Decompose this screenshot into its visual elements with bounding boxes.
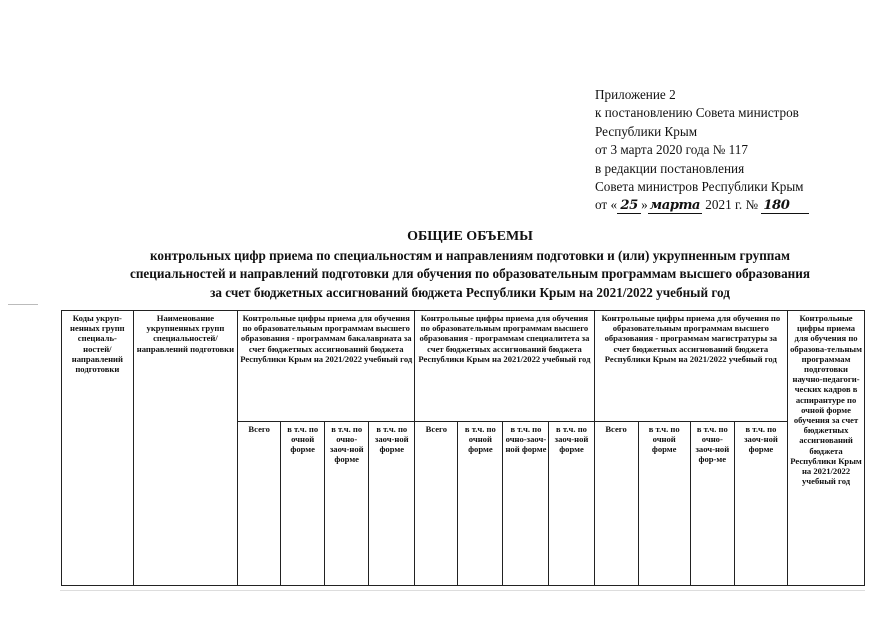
header-specialist: Контрольные цифры приема для обучения по образовательным программам высшего образования - программам специалитета за счет бюджетных ассигнований бюджета Республики Крым на 2021/2022 учебный год — [415, 311, 594, 422]
handwritten-day: 25 — [617, 198, 641, 214]
subheader-correspondence: в т.ч. по заоч-ной форме — [734, 421, 787, 585]
subheader-total: Всего — [594, 421, 638, 585]
handwritten-number: 180 — [761, 198, 809, 214]
appendix-line: Республики Крым — [595, 123, 698, 139]
appendix-line: в редакции постановления — [595, 160, 745, 176]
subheader-total: Всего — [415, 421, 458, 585]
appendix-block — [595, 86, 885, 215]
appendix-date-line — [595, 196, 885, 214]
document-title — [60, 228, 880, 302]
date-year: 2021 г. № — [705, 197, 759, 213]
subheader-fulltime: в т.ч. по очной форме — [458, 421, 503, 585]
subheader-correspondence: в т.ч. по заоч-ной форме — [549, 421, 594, 585]
subheader-correspondence: в т.ч. по заоч-ной форме — [369, 421, 415, 585]
subheader-fulltime: в т.ч. по очной форме — [638, 421, 690, 585]
appendix-line: Приложение 2 — [595, 87, 676, 102]
date-prefix: от « — [595, 197, 618, 213]
header-names: Наименование укрупненных групп специальностей/ направлений подготовки — [133, 311, 237, 586]
header-codes: Коды укруп-ненных групп специаль-ностей/ направлений подготовки — [62, 311, 134, 586]
date-mid: » — [641, 197, 648, 213]
header-master: Контрольные цифры приема для обучения по образовательным программам высшего образования - программам магистратуры за счет бюджетных ассигнований бюджета Республики Крым на 2021/2022 учебный год — [594, 311, 788, 422]
subheader-fulltime: в т.ч. по очной форме — [281, 421, 325, 585]
appendix-line: Совета министров Республики Крым — [595, 179, 804, 195]
header-aspirantura: Контрольные цифры приема для обучения по образова-тельным программам подготовки научно-педагоги-ческих кадров в аспирантуре по очной форме обучения за счет бюджетных ассигнований бюджета Республики Крым на 2021/2022 учебный год — [788, 311, 865, 586]
subheader-parttime: в т.ч. по очно-заоч-ной форме — [503, 421, 549, 585]
subheader-parttime: в т.ч. по очно-заоч-ной форме — [325, 421, 369, 585]
appendix-line: к постановлению Совета министров — [595, 105, 799, 121]
title-main: ОБЩИЕ ОБЪЕМЫ — [407, 229, 533, 244]
title-line: контрольных цифр приема по специальностям и направлениям подготовки и (или) укрупненным группам — [150, 247, 790, 263]
scan-mark — [60, 590, 865, 591]
subheader-total: Всего — [238, 421, 281, 585]
handwritten-month: марта — [649, 198, 700, 214]
appendix-line: от 3 марта 2020 года № 117 — [595, 142, 748, 158]
subheader-parttime: в т.ч. по очно-заоч-ной фор-ме — [690, 421, 734, 585]
header-bachelor: Контрольные цифры приема для обучения по образовательным программам высшего образования - программам бакалавриата за счет бюджетных ассигнований бюджета Республики Крым на 2021/2022 учебный год — [238, 311, 415, 422]
quota-table — [61, 310, 865, 586]
title-line: за счет бюджетных ассигнований бюджета Республики Крым на 2021/2022 учебный год — [210, 284, 730, 300]
title-line: специальностей и направлений подготовки для обучения по образовательным программам высшего образования — [129, 266, 811, 281]
scan-mark — [8, 304, 38, 305]
